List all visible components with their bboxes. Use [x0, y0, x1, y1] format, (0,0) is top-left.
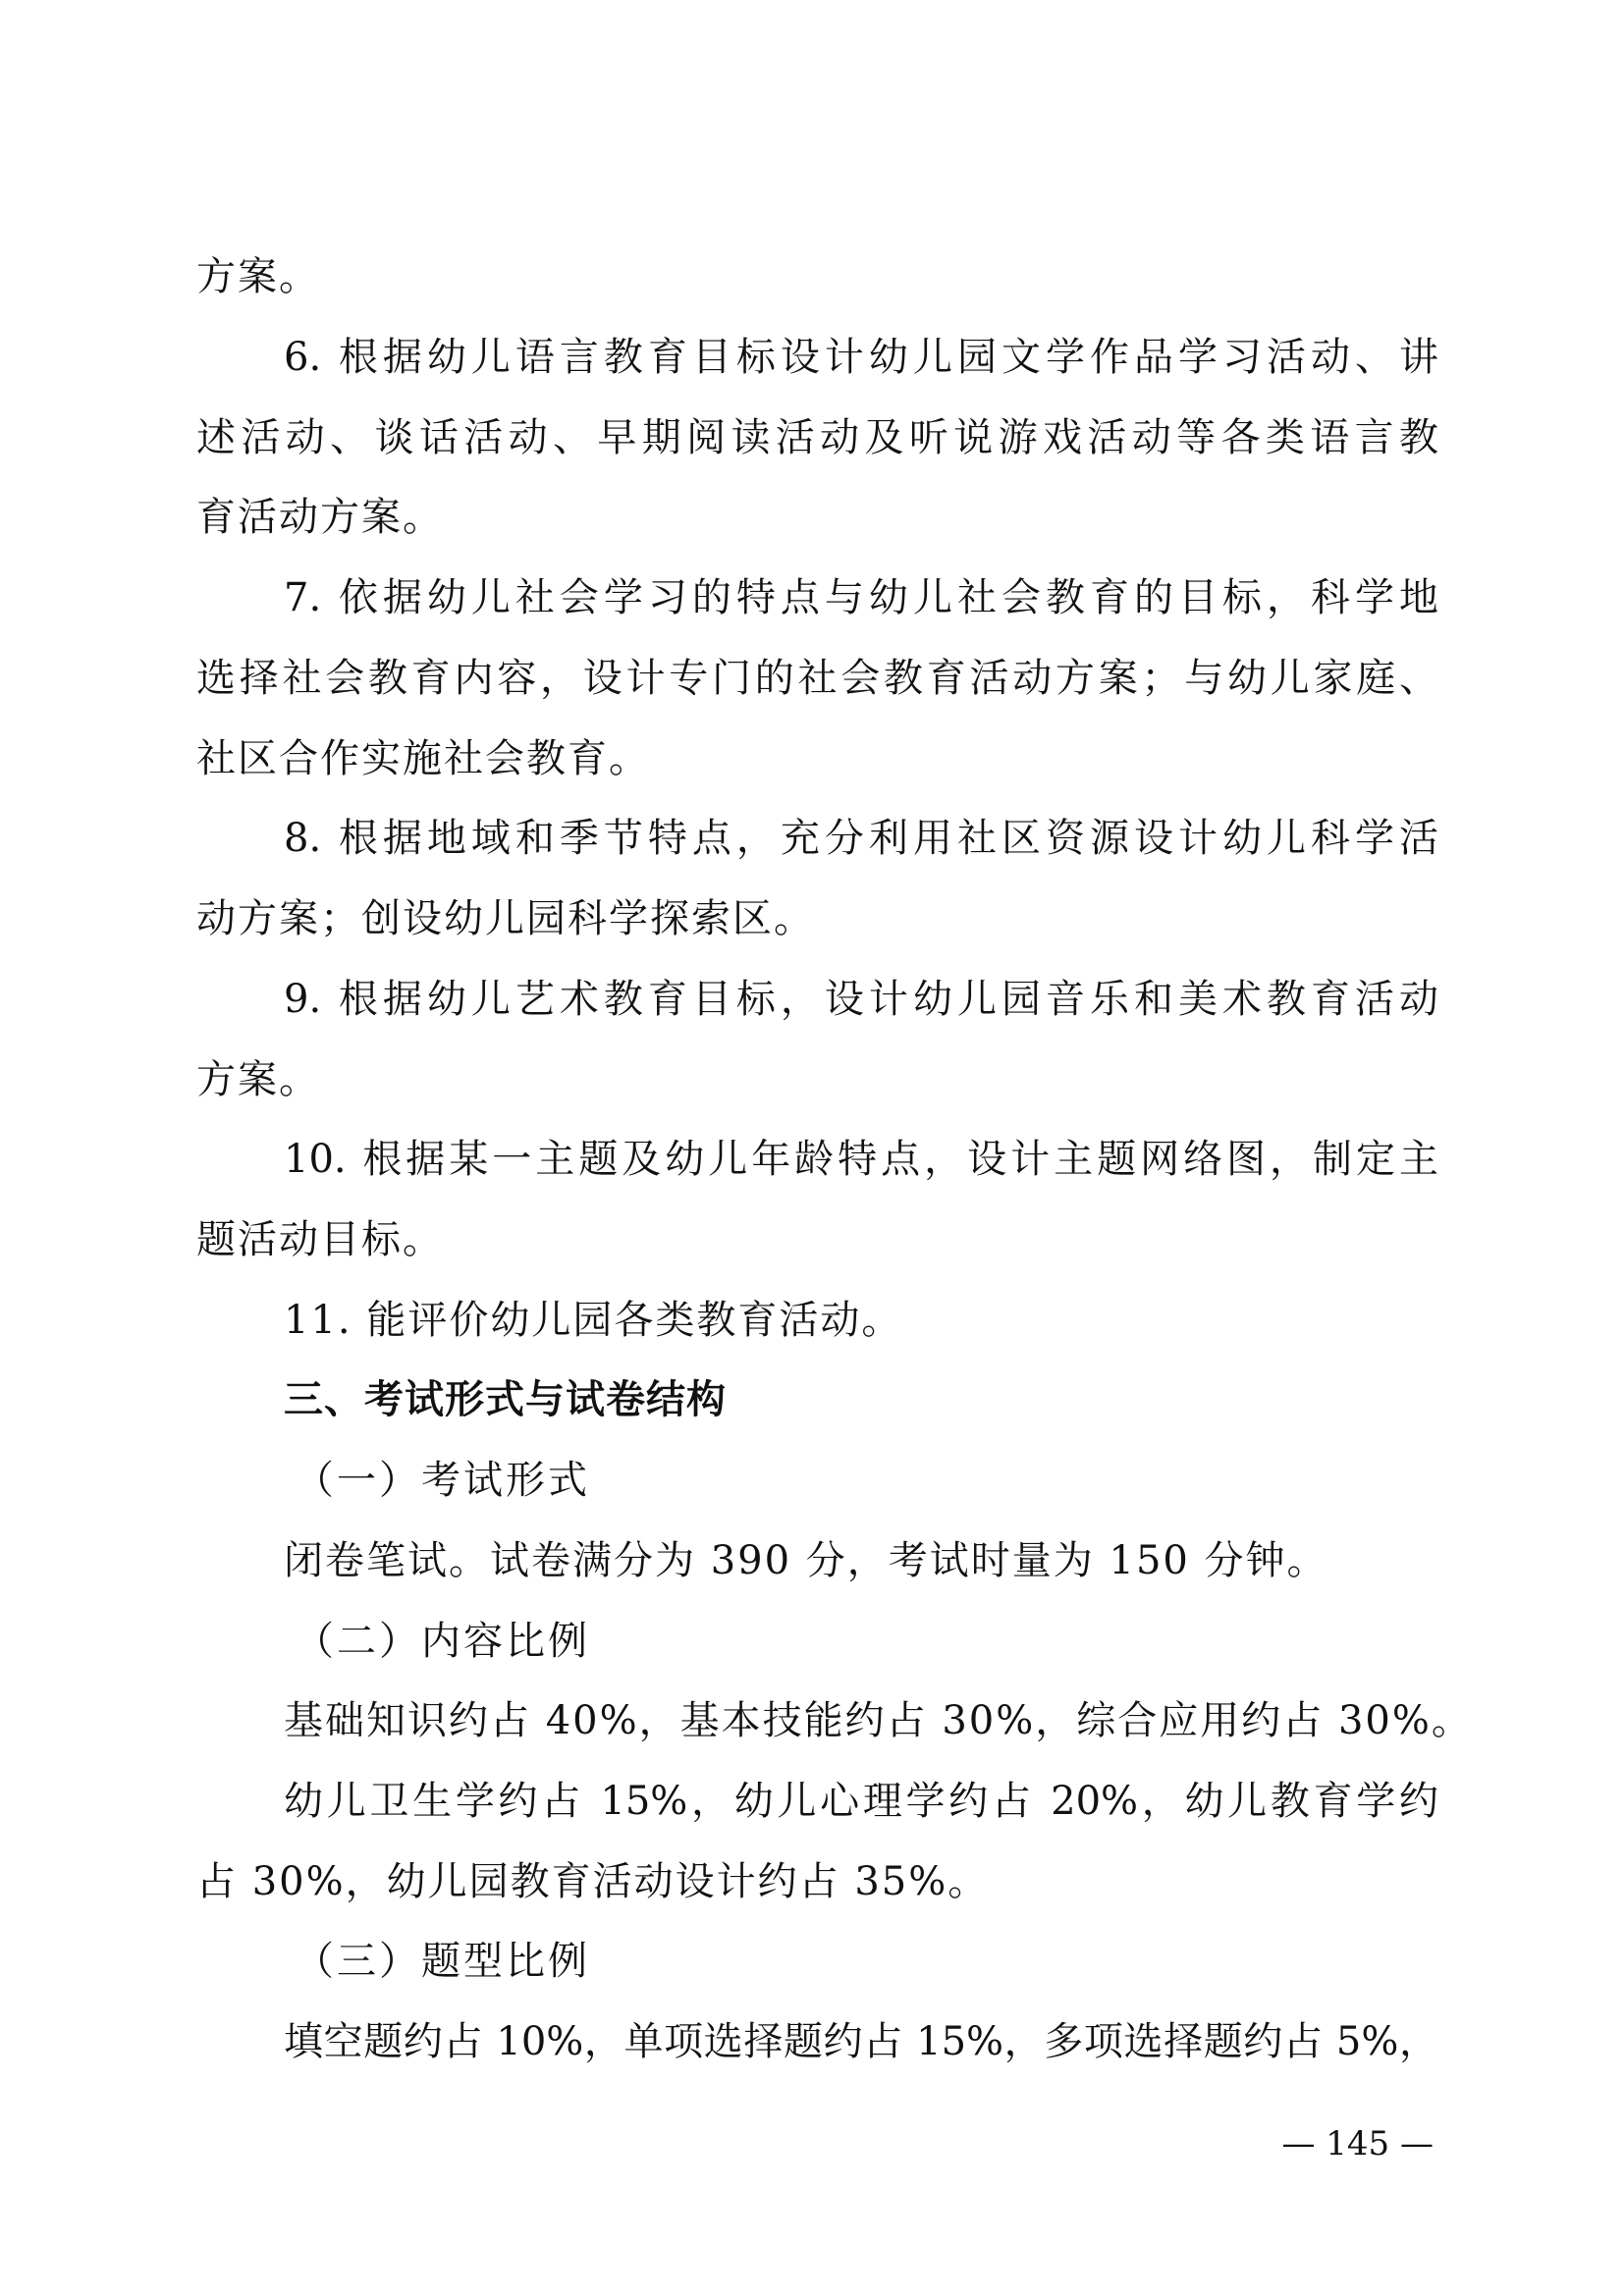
page-number: — 145 — [1281, 2124, 1434, 2163]
text-line: 方案。 [196, 1057, 320, 1102]
text-line: 填空题约占 10%，单项选择题约占 15%，多项选择题约占 5%， [284, 2019, 1438, 2064]
text-line: 11. 能评价幼儿园各类教育活动。 [284, 1298, 903, 1343]
text-line: 6. 根据幼儿语言教育目标设计幼儿园文学作品学习活动、讲 [284, 335, 1438, 380]
text-line: 社区合作实施社会教育。 [196, 736, 650, 781]
text-line: 闭卷笔试。试卷满分为 390 分，考试时量为 150 分钟。 [284, 1538, 1328, 1583]
text-line: 基础知识约占 40%，基本技能约占 30%，综合应用约占 30%。 [284, 1698, 1473, 1743]
subsection-heading: （三）题型比例 [295, 1939, 590, 1984]
text-line: 选择社会教育内容，设计专门的社会教育活动方案；与幼儿家庭、 [196, 656, 1438, 701]
text-line: 动方案；创设幼儿园科学探索区。 [196, 896, 815, 941]
text-line: 育活动方案。 [196, 495, 444, 540]
text-line: 方案。 [196, 254, 320, 299]
text-line: 10. 根据某一主题及幼儿年龄特点，设计主题网络图，制定主 [284, 1137, 1438, 1182]
subsection-heading: （一）考试形式 [295, 1458, 590, 1503]
subsection-heading: （二）内容比例 [295, 1619, 590, 1664]
section-heading: 三、考试形式与试卷结构 [284, 1377, 727, 1422]
text-line: 幼儿卫生学约占 15%，幼儿心理学约占 20%，幼儿教育学约 [284, 1779, 1438, 1824]
text-line: 7. 依据幼儿社会学习的特点与幼儿社会教育的目标，科学地 [284, 575, 1438, 620]
text-line: 9. 根据幼儿艺术教育目标，设计幼儿园音乐和美术教育活动 [284, 977, 1438, 1022]
text-line: 占 30%，幼儿园教育活动设计约占 35%。 [196, 1859, 990, 1904]
text-line: 8. 根据地域和季节特点，充分利用社区资源设计幼儿科学活 [284, 816, 1438, 861]
text-line: 题活动目标。 [196, 1217, 444, 1262]
text-line: 述活动、谈话活动、早期阅读活动及听说游戏活动等各类语言教 [196, 415, 1438, 460]
